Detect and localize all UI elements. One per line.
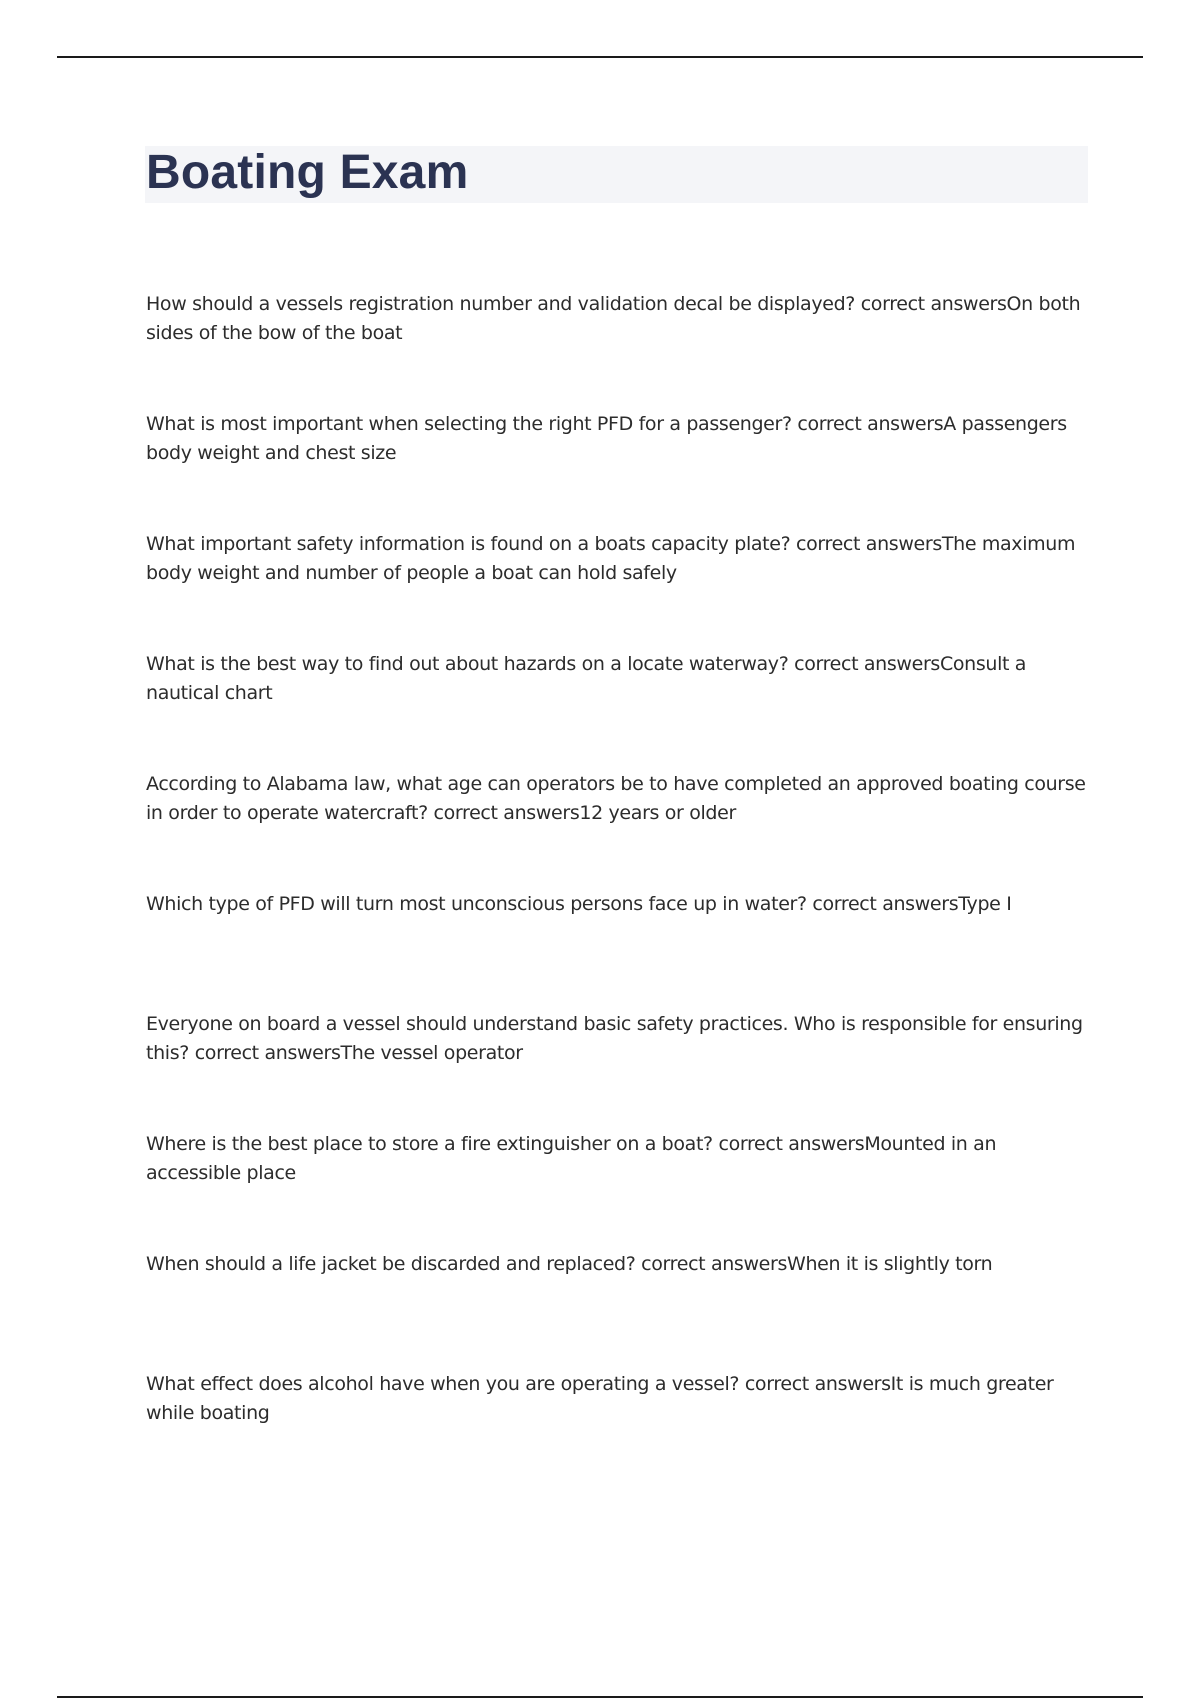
question-item [146,1130,1091,1250]
page-title: Boating Exam [146,146,469,199]
question-item [146,890,1091,1010]
top-rule [57,56,1143,58]
question-item [146,1250,1091,1370]
question-item [146,1010,1091,1130]
question-item [146,1370,1091,1490]
question-item [146,770,1091,890]
question-text: When should a life jacket be discarded and replaced? correct answersWhen it is slightly torn [146,1253,993,1275]
question-text: Which type of PFD will turn most unconscious persons face up in water? correct answersType I [146,893,1012,915]
question-item [146,530,1091,650]
question-list [146,290,1091,1490]
question-item [146,290,1091,410]
question-text: How should a vessels registration number and validation decal be displayed? correct answersOn both sides of the bow of the boat [146,293,1081,344]
question-item [146,410,1091,530]
question-item [146,650,1091,770]
question-text: According to Alabama law, what age can operators be to have completed an approved boating course in order to operate watercraft? correct answers12 years or older [146,773,1086,824]
question-text: What important safety information is found on a boats capacity plate? correct answersThe maximum body weight and number of people a boat can hold safely [146,533,1076,584]
question-text: Where is the best place to store a fire extinguisher on a boat? correct answersMounted in an accessible place [146,1133,997,1184]
bottom-rule [57,1696,1143,1698]
question-text: What effect does alcohol have when you are operating a vessel? correct answersIt is much greater while boating [146,1373,1054,1424]
question-text: What is most important when selecting the right PFD for a passenger? correct answersA passengers body weight and chest size [146,413,1067,464]
question-text: What is the best way to find out about hazards on a locate waterway? correct answersConsult a nautical chart [146,653,1027,704]
question-text: Everyone on board a vessel should understand basic safety practices. Who is responsible for ensuring this? correct answersThe vessel operator [146,1013,1083,1064]
